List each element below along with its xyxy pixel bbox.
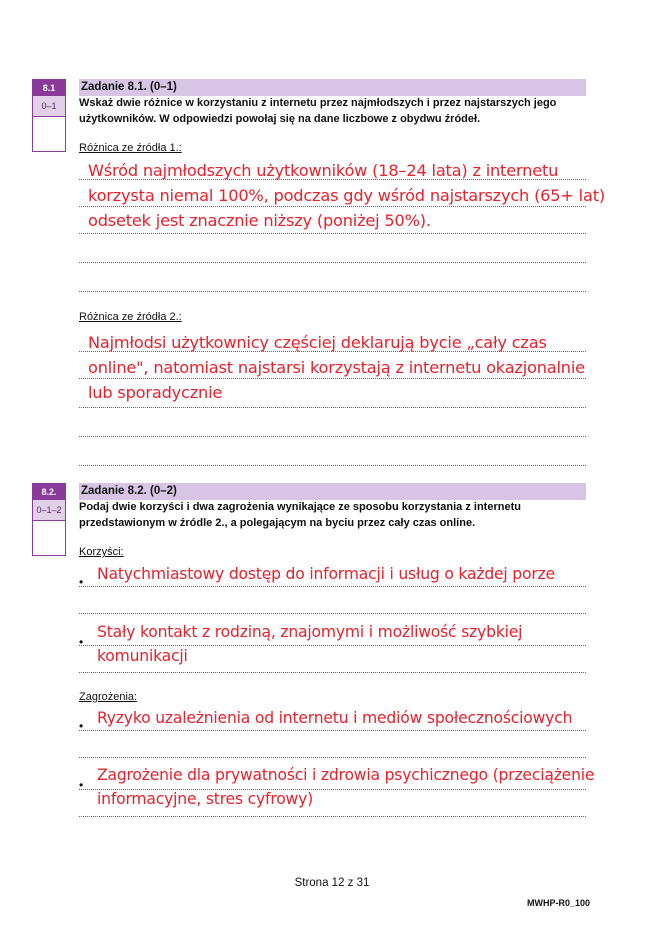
threats-label: Zagrożenia: [79, 691, 138, 703]
task-instruction-8-1: Wskaż dwie różnice w korzystaniu z internetu przez najmłodszych i przez najstarszych jego użytkowników. W odpowiedzi powołaj się na dane liczbowe z obydwu źródeł. [79, 97, 557, 125]
score-number: 8.1 [33, 80, 65, 96]
answer-line [79, 757, 586, 758]
answer-line [79, 730, 586, 731]
bullet-icon: • [79, 778, 84, 792]
answer-line [79, 436, 586, 437]
task-header-8-2: Zadanie 8.2. (0–2) [79, 483, 586, 500]
answer-line [79, 291, 586, 292]
answer-line [79, 816, 586, 817]
score-box-8-2 [32, 483, 66, 556]
threat-answer-2[interactable]: Zagrożenie dla prywatności i zdrowia psychicznego (przeciążenie informacyjne, stres cyfrowy) [97, 766, 595, 808]
source2-answer[interactable]: Najmłodsi użytkownicy częściej deklarują bycie „cały czas online", natomiast najstarsi korzystają z internetu okazjonalnie lub sporadycznie [88, 333, 585, 402]
answer-line [79, 613, 586, 614]
answer-line [79, 586, 586, 587]
benefit-answer-2[interactable]: Stały kontakt z rodziną, znajomymi i możliwość szybkiej komunikacji [97, 623, 523, 665]
document-code: MWHP-R0_100 [526, 898, 590, 908]
page-number: Strona 12 z 31 [294, 877, 370, 889]
task-header-8-1: Zadanie 8.1. (0–1) [79, 79, 586, 96]
bullet-icon: • [79, 719, 84, 733]
source2-label: Różnica ze źródła 2.: [79, 311, 182, 323]
source1-answer[interactable]: Wśród najmłodszych użytkowników (18–24 lata) z internetu korzysta niemal 100%, podczas gdy wśród najstarszych (65+ lat) odsetek jest znacznie niższy (poniżej 50%). [88, 161, 605, 230]
answer-line [79, 465, 586, 466]
source1-label: Różnica ze źródła 1.: [79, 142, 182, 154]
score-field[interactable] [33, 117, 65, 151]
answer-line [79, 672, 586, 673]
threat-answer-1[interactable]: Ryzyko uzależnienia od internetu i mediów społecznościowych [97, 709, 573, 727]
answer-line [79, 262, 586, 263]
score-range: 0–1 [33, 96, 65, 117]
answer-line [79, 407, 586, 408]
bullet-icon: • [79, 635, 84, 649]
answer-line [79, 233, 586, 234]
task-instruction-8-2: Podaj dwie korzyści i dwa zagrożenia wynikające ze sposobu korzystania z internetu przedstawionym w źródle 2., a polegającym na byciu przez cały czas online. [79, 501, 521, 529]
score-box-8-1 [32, 79, 66, 152]
score-range: 0–1–2 [33, 500, 65, 521]
score-number: 8.2. [33, 484, 65, 500]
benefit-answer-1[interactable]: Natychmiastowy dostęp do informacji i usług o każdej porze [97, 565, 555, 583]
bullet-icon: • [79, 575, 84, 589]
benefits-label: Korzyści: [79, 546, 124, 558]
score-field[interactable] [33, 521, 65, 555]
